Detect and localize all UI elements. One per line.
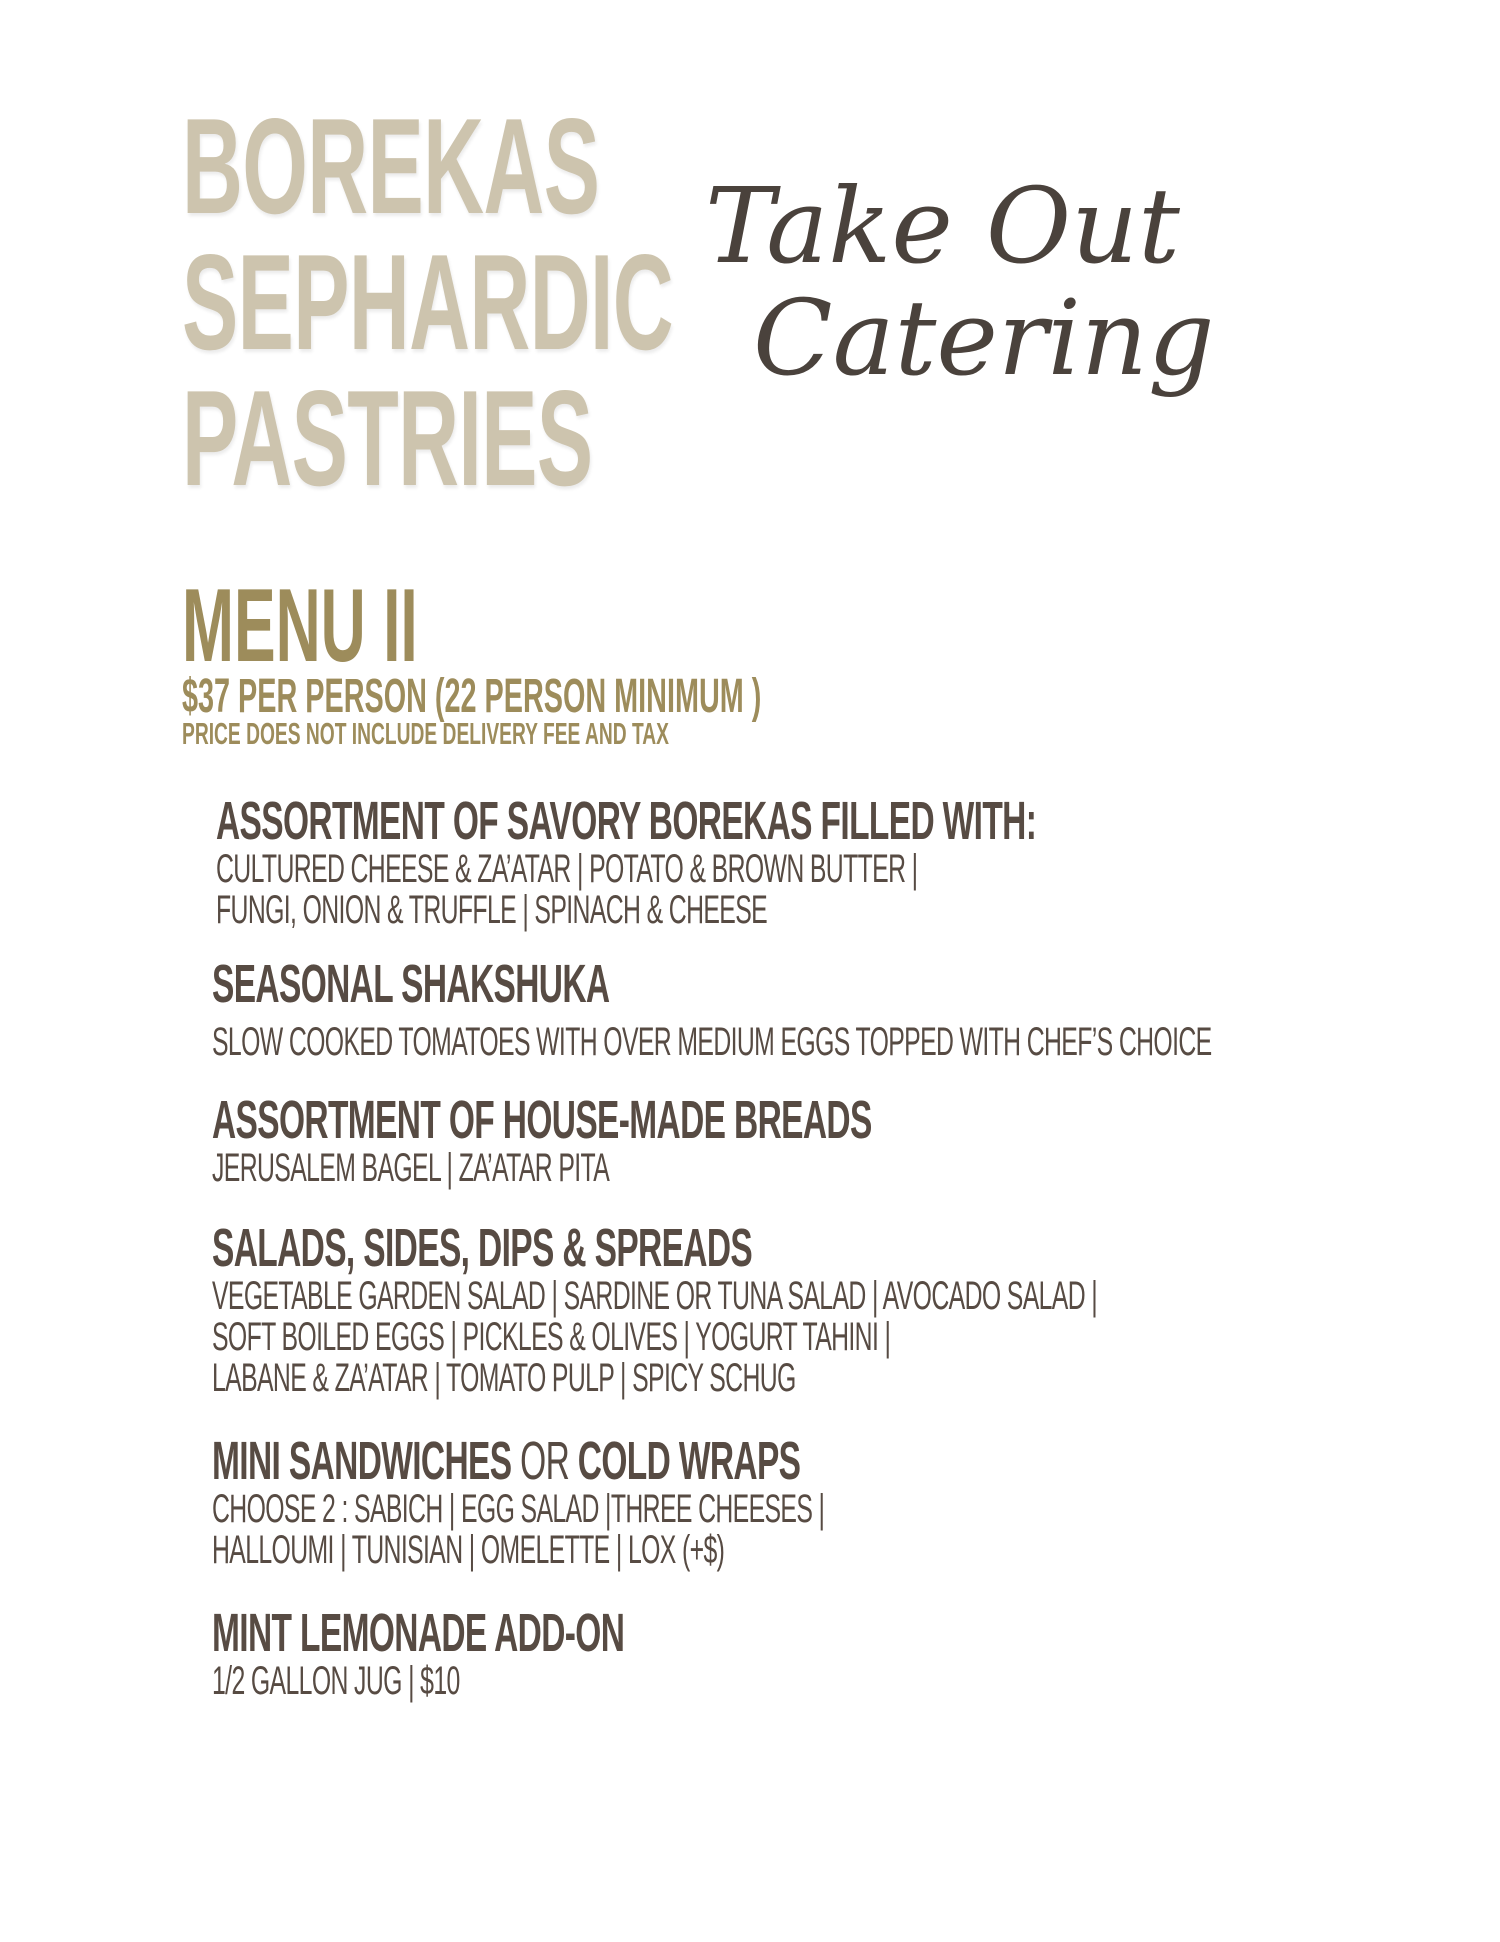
brand-title	[182, 90, 674, 514]
menu-name: MENU II	[182, 568, 418, 684]
section-lemonade-title: MINT LEMONADE ADD-ON	[212, 1603, 625, 1663]
section-lemonade-line-1: 1/2 GALLON JUG | $10	[212, 1659, 460, 1703]
brand-title-line-2: SEPHARDIC	[182, 226, 674, 378]
section-lemonade	[212, 1605, 624, 1702]
section-salads-title: SALADS, SIDES, DIPS & SPREADS	[212, 1218, 753, 1278]
brand-title-line-3: PASTRIES	[182, 362, 593, 514]
section-breads-title: ASSORTMENT OF HOUSE-MADE BREADS	[212, 1090, 872, 1150]
section-shakshuka-line-1: SLOW COOKED TOMATOES WITH OVER MEDIUM EGGS TOPPED WITH CHEF’S CHOICE	[212, 1020, 1212, 1064]
script-title-line-1: Take Out	[705, 165, 1180, 287]
menu-price-note: PRICE DOES NOT INCLUDE DELIVERY FEE AND TAX	[182, 716, 669, 751]
section-borekas-line-1: CULTURED CHEESE & ZA’ATAR | POTATO & BROWN BUTTER |	[216, 847, 918, 891]
section-shakshuka	[212, 956, 1212, 1063]
section-breads	[212, 1092, 872, 1189]
section-salads-line-3: LABANE & ZA’ATAR | TOMATO PULP | SPICY SCHUG	[212, 1356, 796, 1400]
section-sandwiches	[212, 1433, 824, 1571]
section-borekas-title: ASSORTMENT OF SAVORY BOREKAS FILLED WITH:	[216, 791, 1037, 851]
script-title-line-2: Catering	[753, 277, 1215, 399]
brand-title-line-1: BOREKAS	[182, 90, 600, 242]
sandwiches-title-part-2: COLD WRAPS	[577, 1431, 801, 1491]
section-sandwiches-line-1: CHOOSE 2 : SABICH | EGG SALAD |THREE CHEESES |	[212, 1487, 825, 1531]
section-salads	[212, 1220, 1097, 1399]
section-salads-line-1: VEGETABLE GARDEN SALAD | SARDINE OR TUNA SALAD | AVOCADO SALAD |	[212, 1274, 1098, 1318]
section-salads-line-2: SOFT BOILED EGGS | PICKLES & OLIVES | YOGURT TAHINI |	[212, 1315, 891, 1359]
menu-price: $37 PER PERSON (22 PERSON MINIMUM )	[182, 670, 762, 723]
section-borekas	[216, 793, 1036, 931]
sandwiches-title-part-1: MINI SANDWICHES	[212, 1431, 512, 1491]
menu-header	[182, 568, 1148, 751]
section-shakshuka-title: SEASONAL SHAKSHUKA	[212, 954, 610, 1014]
section-sandwiches-line-2: HALLOUMI | TUNISIAN | OMELETTE | LOX (+$)	[212, 1528, 725, 1572]
section-borekas-line-2: FUNGI, ONION & TRUFFLE | SPINACH & CHEESE	[216, 888, 768, 932]
sandwiches-title-or: OR	[511, 1431, 578, 1491]
take-out-catering-heading	[705, 165, 1215, 399]
section-breads-line-1: JERUSALEM BAGEL | ZA’ATAR PITA	[212, 1146, 610, 1190]
section-sandwiches-title	[212, 1433, 824, 1489]
